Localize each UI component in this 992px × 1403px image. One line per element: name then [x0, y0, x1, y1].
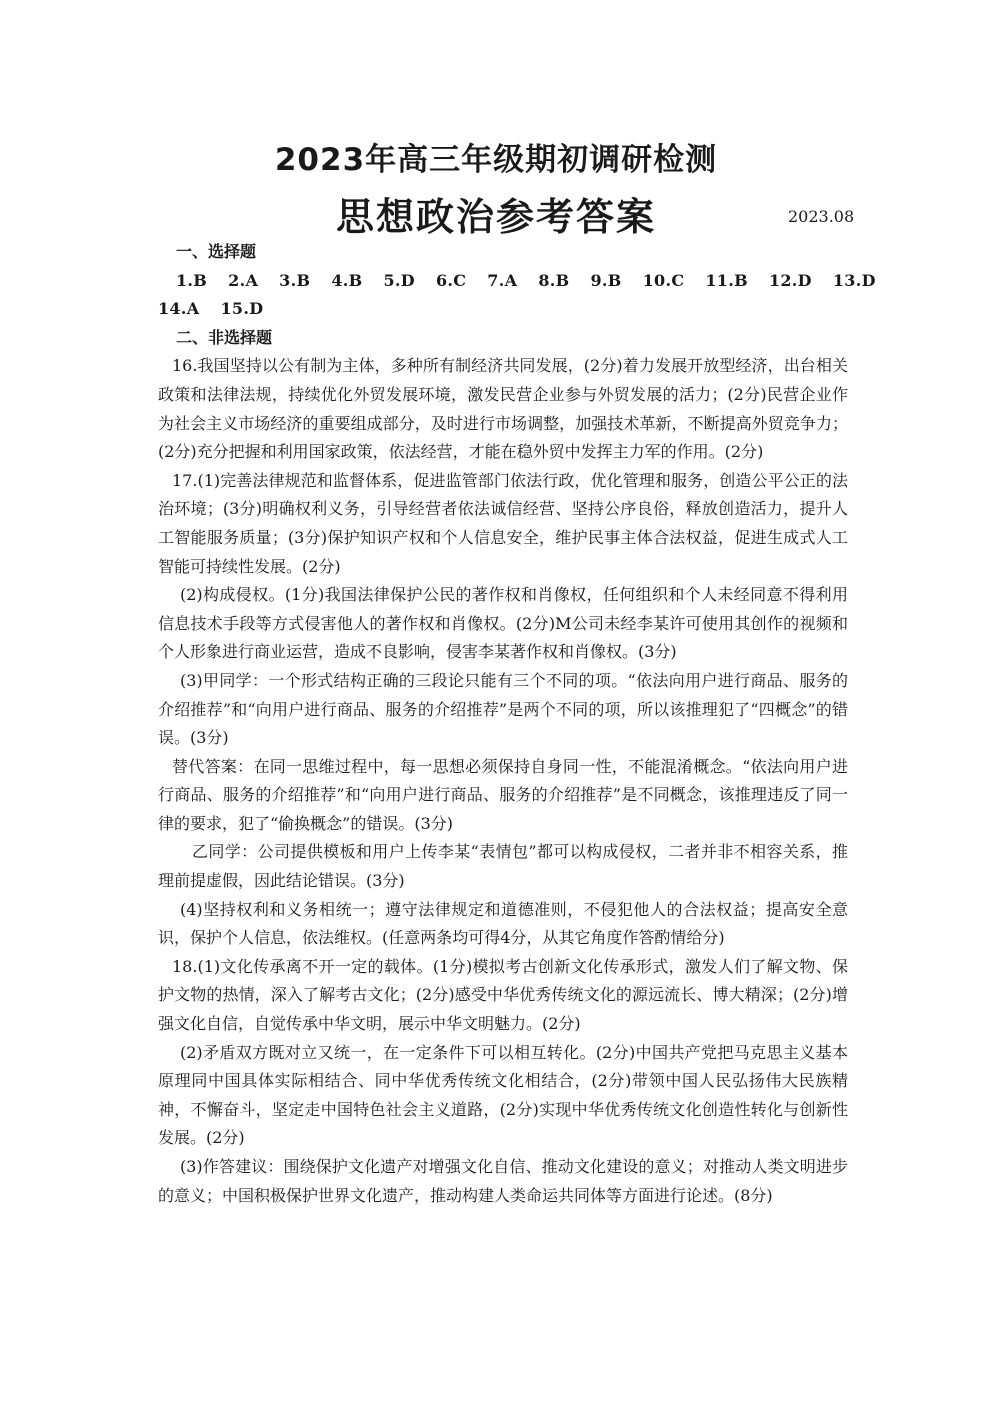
choice-answer: 12.D [768, 270, 812, 290]
answer-paragraph-17-4: (4)坚持权利和义务相统一；遵守法律规定和道德准则，不侵犯他人的合法权益；提高安全意识，保护个人信息，依法维权。(任意两条均可得4分，从其它角度作答酌情给分) [158, 899, 848, 948]
answer-paragraph-18-1: 18.(1)文化传承离不开一定的载体。(1分)模拟考古创新文化传承形式，激发人们了解文物、保护文物的热情，深入了解考古文化；(2分)感受中华优秀传统文化的源远流长、博大精深；(2分)增强文化自信，自觉传承中华文明，展示中华文明魅力。(2分) [158, 956, 848, 1034]
choice-answer: 11.B [705, 270, 748, 290]
answer-paragraph-17-2: (2)构成侵权。(1分)我国法律保护公民的著作权和肖像权，任何组织和个人未经同意不得利用信息技术手段等方式侵害他人的著作权和肖像权。(2分)M公司未经李某许可使用其创作的视频和个人形象进行商业运营，造成不良影响，侵害李某著作权和肖像权。(3分) [158, 585, 848, 662]
choice-answers-row2 [158, 295, 848, 324]
choice-answers-row1 [176, 267, 876, 296]
answer-paragraph-18-2: (2)矛盾双方既对立又统一，在一定条件下可以相互转化。(2分)中国共产党把马克思主义基本原理同中国具体实际相结合、同中华优秀传统文化相结合，(2分)带领中国人民弘扬伟大民族精神，不懈奋斗，坚定走中国特色社会主义道路，(2分)实现中华优秀传统文化创造性转化与创新性发展。(2分) [158, 1042, 848, 1148]
choice-answer: 8.B [538, 270, 570, 290]
answer-paragraph-17-3-b: 乙同学：公司提供模板和用户上传李某“表情包”都可以构成侵权，二者并非不相容关系，推理前提虚假，因此结论错误。(3分) [158, 842, 848, 891]
choice-answer: 13.D [832, 270, 876, 290]
answer-paragraph-17-3-alt: 替代答案：在同一思维过程中，每一思想必须保持自身同一性，不能混淆概念。“依法向用户进行商品、服务的介绍推荐”和“向用户进行商品、服务的介绍推荐”是不同概念，该推理违反了同一律的要求，犯了“偷换概念”的错误。(3分) [158, 756, 848, 833]
choice-answer: 7.A [487, 270, 518, 290]
choice-answer: 1.B [176, 270, 208, 290]
choice-answer: 10.C [642, 270, 685, 290]
answer-paragraph-18-3: (3)作答建议：围绕保护文化遗产对增强文化自信、推动文化建设的意义；对推动人类文明进步的意义；中国积极保护世界文化遗产，推动构建人类命运共同体等方面进行论述。(8分) [158, 1157, 848, 1205]
answer-paragraph-17-3: (3)甲同学：一个形式结构正确的三段论只能有三个不同的项。“依法向用户进行商品、服务的介绍推荐”和“向用户进行商品、服务的介绍推荐”是两个不同的项，所以该推理犯了“四概念”的错误。(3分) [158, 670, 848, 748]
choice-answer: 5.D [383, 270, 415, 290]
choice-answer: 4.B [331, 270, 363, 290]
answer-body [158, 238, 876, 1210]
subject-title: 思想政治参考答案 [335, 195, 656, 239]
answer-paragraph-17-1: 17.(1)完善法律规范和监督体系，促进监管部门依法行政，优化管理和服务，创造公平公正的法治环境；(3分)明确权利义务，引导经营者依法诚信经营、坚持公序良俗，释放创造活力，提升人工智能服务质量；(3分)保护知识产权和个人信息安全，维护民事主体合法权益，促进生成式人工智能可持续性发展。(2分) [158, 470, 848, 576]
choice-answer: 3.B [279, 270, 311, 290]
answer-paragraph-16: 16.我国坚持以公有制为主体，多种所有制经济共同发展，(2分)着力发展开放型经济，出台相关政策和法律法规，持续优化外贸发展环境，激发民营企业参与外贸发展的活力；(2分)民营企业作为社会主义市场经济的重要组成部分，及时进行市场调整，加强技术革新，不断提高外贸竞争力；(2分)充分把握和利用国家政策，依法经营，才能在稳外贸中发挥主力军的作用。(2分) [158, 356, 848, 462]
choice-answer: 9.B [590, 270, 622, 290]
exam-title: 2023年高三年级期初调研检测 [274, 142, 718, 178]
choice-answer: 14.A [158, 299, 200, 319]
exam-date: 2023.08 [788, 207, 855, 226]
section-heading-open: 二、非选择题 [176, 327, 273, 347]
choice-answer: 15.D [220, 299, 264, 319]
choice-answer: 6.C [435, 270, 467, 290]
section-heading-choice: 一、选择题 [176, 242, 257, 261]
choice-answer: 2.A [228, 270, 259, 290]
